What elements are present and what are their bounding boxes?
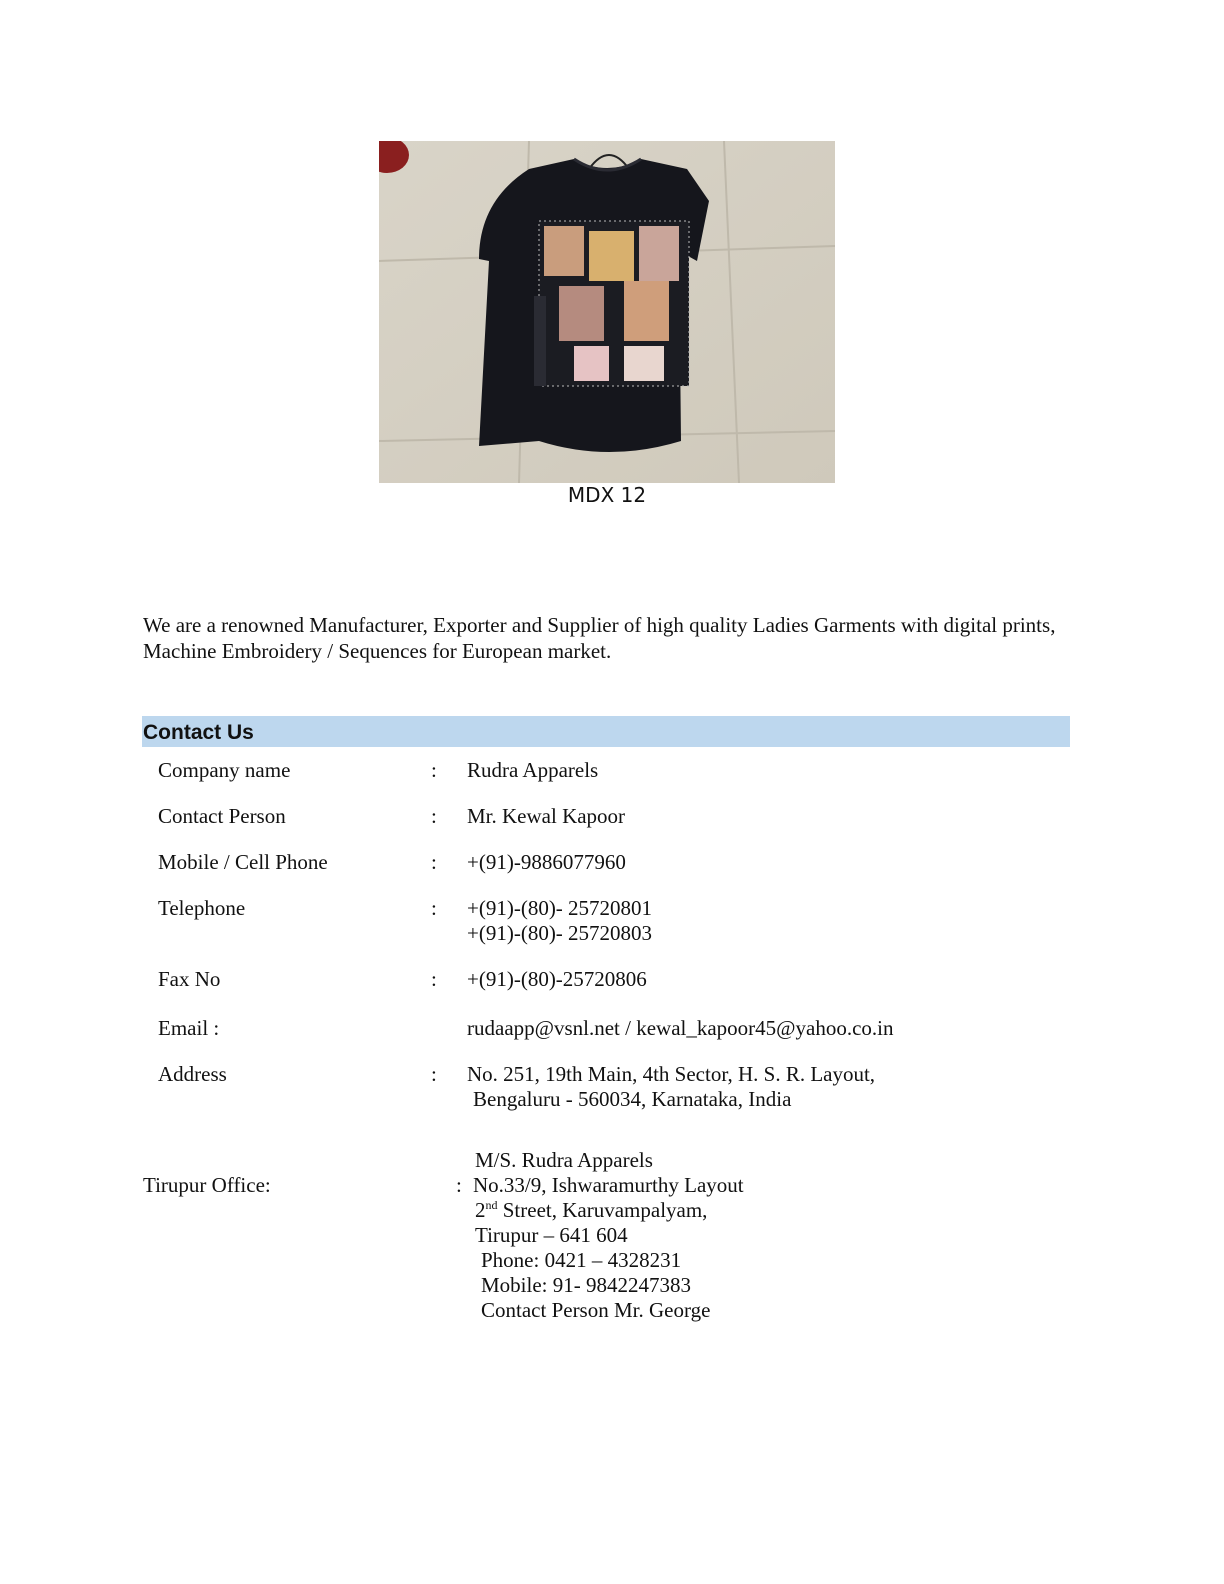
street-suffix: nd <box>485 1198 498 1212</box>
product-photo <box>379 141 835 483</box>
tirupur-label: Tirupur Office: <box>143 1173 271 1197</box>
email-label: Email : <box>158 1016 220 1040</box>
contact-heading-bar <box>142 716 1070 747</box>
email-value: rudaapp@vsnl.net / kewal_kapoor45@yahoo.co.in <box>467 1016 894 1040</box>
tirupur-line: No.33/9, Ishwaramurthy Layout <box>473 1173 744 1197</box>
separator: : <box>431 1062 437 1086</box>
separator: : <box>431 804 437 828</box>
fax-value: +(91)-(80)-25720806 <box>467 967 647 991</box>
person-label: Contact Person <box>158 804 286 828</box>
separator: : <box>431 967 437 991</box>
telephone-values <box>467 896 652 946</box>
separator: : <box>431 758 437 782</box>
fax-label: Fax No <box>158 967 221 991</box>
street-number: 2 <box>475 1198 486 1222</box>
company-value: Rudra Apparels <box>467 758 599 782</box>
tirupur-line <box>473 1198 744 1223</box>
street-rest: Street, Karuvampalyam, <box>497 1198 708 1222</box>
tirupur-address <box>473 1148 744 1323</box>
company-label: Company name <box>158 758 291 782</box>
tirupur-line: Tirupur – 641 604 <box>475 1223 628 1247</box>
address-lines <box>467 1062 875 1112</box>
telephone-label: Telephone <box>158 896 246 920</box>
tirupur-mobile: Mobile: 91- 9842247383 <box>481 1273 691 1297</box>
tirupur-contact: Contact Person Mr. George <box>481 1298 711 1322</box>
contact-heading: Contact Us <box>143 721 254 744</box>
tshirt-photo-icon <box>379 141 835 483</box>
mobile-value: +(91)-9886077960 <box>467 850 626 874</box>
address-line: No. 251, 19th Main, 4th Sector, H. S. R. Layout, <box>467 1062 876 1086</box>
address-line: Bengaluru - 560034, Karnataka, India <box>473 1087 792 1111</box>
mobile-label: Mobile / Cell Phone <box>158 850 328 874</box>
separator: : <box>431 850 437 874</box>
tirupur-separator: : <box>456 1173 462 1197</box>
telephone-value: +(91)-(80)- 25720801 <box>467 896 653 920</box>
product-caption: MDX 12 <box>567 483 647 507</box>
tirupur-phone: Phone: 0421 – 4328231 <box>481 1248 682 1272</box>
intro-paragraph: We are a renowned Manufacturer, Exporter and Supplier of high quality Ladies Garments with digital prints, Machine Embroidery / Sequences for European market. <box>143 613 1056 663</box>
telephone-value: +(91)-(80)- 25720803 <box>467 921 653 945</box>
separator: : <box>431 896 437 920</box>
tirupur-line: M/S. Rudra Apparels <box>475 1148 653 1172</box>
person-value: Mr. Kewal Kapoor <box>467 804 626 828</box>
address-label: Address <box>158 1062 227 1086</box>
